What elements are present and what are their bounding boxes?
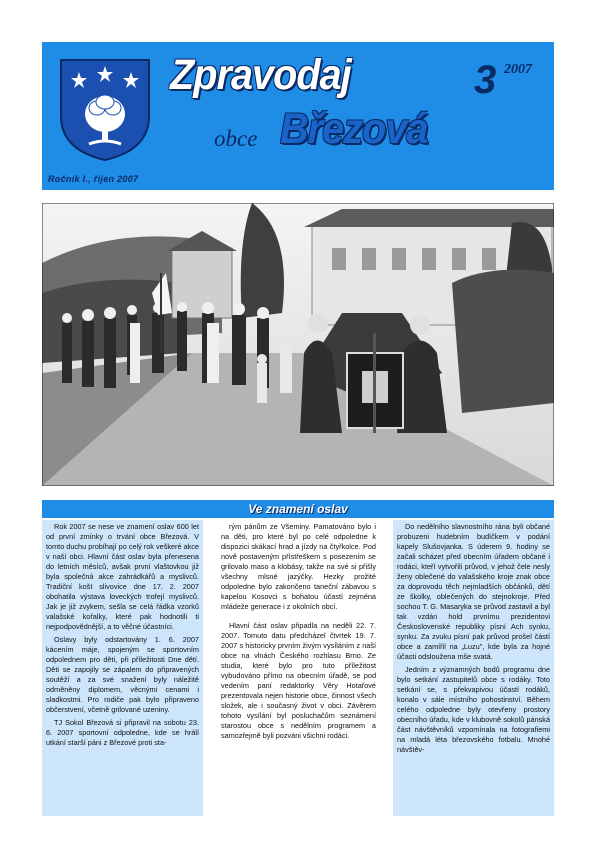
newsletter-subtitle-obce: obce (214, 126, 258, 151)
issue-year: 2007 (504, 62, 532, 77)
paragraph: Do nedělního slavnostního rána byli občané probuzeni hudebním budíčkem v podání kapely Slušovjanka. S úderem 9. hodiny se začali scházet před obecním úřadem občané i rodáci, kteří vytvořili průvod, v jehož čele nesly ženy oblečené do valašského kroje znak obce za doprovodu těch nejmladších občánků, dětí ze školky, oblečených do stejnokroje. Před sochou T. G. Masaryka se průvod zastavil a byl tak vzdán hold prvnímu prezidentovi Československé republiky písní Ach synku, synku. Za zvuku písní pak průvod prošel částí obce a zamířil na „Luzu", kde byla za hojné účasti odslouženа mše svatá. (397, 522, 550, 661)
paragraph: Oslavy byly odstartovány 1. 6. 2007 kácením máje, spojeným se sportovním odpolednem pro děti, při příležitosti Dne dětí. Děti se zapojily se zápalem do připravených soutěží a za své snažení byly náležitě odměněny diplomem, věcnými cenami i sladkostmi. Pro rodiče pak bylo připraveno občerstvení, včetně grilované uzeniny. (46, 635, 199, 714)
article-column-2 (217, 520, 380, 816)
volume-line: Ročník I., říjen 2007 (48, 174, 139, 184)
cover-photo (42, 203, 554, 486)
coat-of-arms-icon (59, 58, 151, 162)
paragraph: rým pánům ze Všeminy. Pamatováno bylo i na děti, pro které byl po celé odpoledne k dispozici skákací hrad a jízdy na čtyřkolce. Pod nově postaveným přístřeškem s posezením se grilovalo maso a klobásy, takže na své si přišly všechny mlsné jazýčky. Hezky prožité odpoledne bylo zakončeno taneční zábavou s kapelou Kosovci s bohatou účastí zejména mládeže generace i z okolních obcí. (221, 522, 376, 611)
newsletter-town-name: Březová (280, 105, 428, 153)
paragraph: TJ Sokol Březová si připravil na sobotu 23. 6. 2007 sportovní odpoledne, kde se hrálí utkání starší páni z Březové proti sta- (46, 718, 199, 747)
issue-number: 3 (474, 58, 497, 102)
section-bar (42, 500, 554, 518)
article-column-3 (393, 520, 554, 816)
newsletter-title: Zpravodaj (170, 51, 351, 99)
paragraph: Rok 2007 se nese ve znamení oslav 600 let od první zmínky o trvání obce Březová. V tomto duchu probíhají po celý rok veškeré akce v naší obci. Hlavní část oslav byla přenesena do letních měsíců, avšak první vlaštovkou již byla společná akce zahrádkářů a myslivců. Tradiční košt slivovice dne 17. 2. 2007 obohatila výstava loveckých trofejí myslivců. Jak je již zvykem, sešla se celá řádka vzorků valašské kořalky, které pak hodnotili ti nejpodpovědnější, a to věčné účastníci. (46, 522, 199, 631)
article-title: Ve znamení oslav (248, 502, 348, 516)
article-column-1 (42, 520, 203, 816)
paragraph: Hlavní část oslav připadla na neděli 22. 7. 2007. Tomuto datu předcházel čtvrtek 19. 7. 2007 s historicky prvním živým vysíláním z naší obce na vlnách Českého rozhlasu Brno. Ze studia, které bylo pro tuto příležitost vybudováno přímo na obecním úřadě, se pod vedením paní redaktorky Věry Hotařové prezentovala nejen historie obce, činnost všech složek, ale i současný život v obci. Závěrem tohoto vysílání byl posluchačům seznámení starostou obce s nedělním programem a samozřejmě byli pozváni všichni rodáci. (221, 621, 376, 740)
paragraph: Jedním z významných bodů programu dne bylo setkání zastupitelů obce s rodáky. Toto setkání se, s překvapivou účastí rodáků, konalo v sále místního pohostinství. Během celého odpoledne byly otevřeny prostory obecního úřadu, kde v klubovně sokolů pánská část návštěvníků vzpomínala na fotografiemi na mladá léta březovského fotbalu. Mnohé návštěv- (397, 665, 550, 754)
